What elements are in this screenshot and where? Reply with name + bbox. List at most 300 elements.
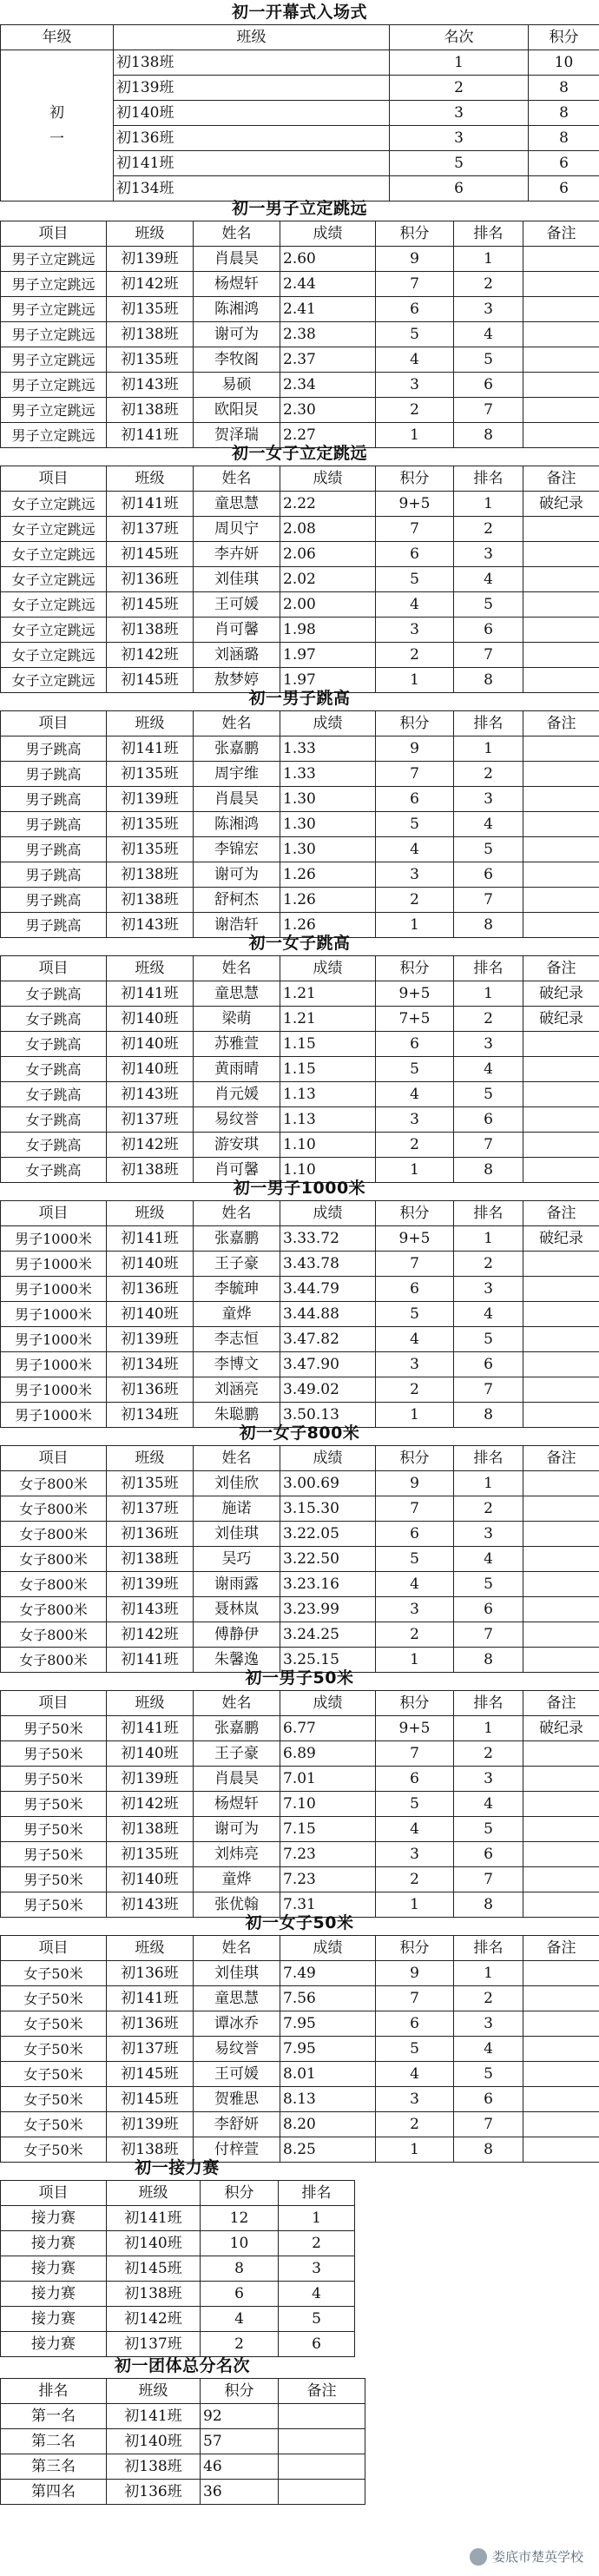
- data-cell: 4: [454, 1792, 523, 1817]
- table-header-row: [1, 1691, 599, 1716]
- data-cell: [279, 2429, 365, 2454]
- data-cell: 8: [454, 423, 523, 448]
- data-cell: 2: [454, 762, 523, 787]
- data-cell: 初139班: [107, 1572, 194, 1597]
- results-table: [0, 1690, 599, 1918]
- data-cell: 李舒妍: [194, 2112, 280, 2137]
- data-cell: 3.15.30: [280, 1496, 376, 1522]
- column-header: 积分: [376, 1691, 454, 1716]
- column-header: 备注: [279, 2379, 365, 2404]
- data-cell: 8.01: [280, 2062, 376, 2087]
- data-cell: 初141班: [107, 1648, 194, 1673]
- wechat-icon: [470, 2548, 487, 2566]
- column-header: 项目: [1, 2181, 107, 2206]
- data-cell: 李志恒: [194, 1327, 280, 1352]
- column-header: 班级: [114, 25, 390, 50]
- data-cell: 男子立定跳远: [1, 272, 107, 297]
- data-cell: [523, 1842, 599, 1867]
- column-header: 班级: [107, 1446, 194, 1471]
- watermark: [464, 2546, 589, 2567]
- table-row: [1, 2454, 365, 2480]
- data-cell: 女子800米: [1, 1471, 107, 1496]
- data-cell: [523, 297, 599, 322]
- event-section: [0, 1666, 599, 1918]
- data-cell: 初138班: [107, 322, 194, 347]
- data-cell: 8: [454, 913, 523, 938]
- table-row: [1, 837, 599, 862]
- data-cell: 1: [376, 1158, 454, 1183]
- data-cell: 女子50米: [1, 2112, 107, 2137]
- table-row: [1, 2480, 365, 2505]
- data-cell: 初135班: [107, 812, 194, 837]
- data-cell: 接力赛: [1, 2332, 107, 2357]
- data-cell: [523, 888, 599, 913]
- data-cell: 舒柯杰: [194, 888, 280, 913]
- data-cell: 初139班: [107, 247, 194, 272]
- table-row: [1, 862, 599, 888]
- data-cell: 刘佳琪: [194, 1522, 280, 1547]
- data-cell: 1.10: [280, 1158, 376, 1183]
- table-row: [1, 1107, 599, 1133]
- column-header: 项目: [1, 711, 107, 736]
- data-cell: 女子立定跳远: [1, 542, 107, 567]
- table-header-row: [1, 25, 599, 50]
- data-cell: 刘炜亮: [194, 1842, 280, 1867]
- data-cell: 男子50米: [1, 1767, 107, 1792]
- data-cell: [279, 2454, 365, 2480]
- data-cell: 1.97: [280, 643, 376, 668]
- data-cell: 初139班: [107, 787, 194, 812]
- column-header: 备注: [523, 956, 599, 981]
- data-cell: 初136班: [107, 1522, 194, 1547]
- data-cell: 接力赛: [1, 2231, 107, 2256]
- data-cell: 男子1000米: [1, 1352, 107, 1377]
- table-header-row: [1, 711, 599, 736]
- data-cell: 6: [376, 1277, 454, 1302]
- data-cell: [523, 812, 599, 837]
- column-header: 积分: [376, 1446, 454, 1471]
- section-title: 初一团体总分名次: [114, 2356, 250, 2375]
- data-cell: 1: [454, 1226, 523, 1252]
- table-row: [1, 1133, 599, 1158]
- data-cell: 2.38: [280, 322, 376, 347]
- results-table: [0, 2180, 355, 2357]
- data-cell: 1.30: [280, 787, 376, 812]
- data-cell: 1: [454, 492, 523, 517]
- data-cell: [523, 787, 599, 812]
- data-cell: 8: [454, 1892, 523, 1918]
- data-cell: 3.23.16: [280, 1572, 376, 1597]
- data-cell: 7: [454, 1622, 523, 1648]
- data-cell: 女子立定跳远: [1, 643, 107, 668]
- column-header: 成绩: [280, 711, 376, 736]
- section-title: 初一接力赛: [135, 2158, 220, 2177]
- data-cell: 5: [376, 1057, 454, 1082]
- data-cell: 4: [376, 592, 454, 618]
- column-header: 年级: [1, 25, 114, 50]
- column-header: 姓名: [194, 1446, 280, 1471]
- data-cell: [523, 347, 599, 373]
- data-cell: 初137班: [107, 2332, 201, 2357]
- table-row: [1, 1352, 599, 1377]
- data-cell: 2: [454, 1741, 523, 1767]
- data-cell: 女子800米: [1, 1622, 107, 1648]
- data-cell: 3.25.15: [280, 1648, 376, 1673]
- data-cell: 3: [454, 787, 523, 812]
- data-cell: 吴巧: [194, 1547, 280, 1572]
- data-cell: 李毓珅: [194, 1277, 280, 1302]
- column-header: 姓名: [194, 1201, 280, 1226]
- data-cell: 6: [376, 2011, 454, 2037]
- table-row: [1, 1986, 599, 2011]
- data-cell: 3.44.88: [280, 1302, 376, 1327]
- data-cell: [523, 1622, 599, 1648]
- data-cell: 10: [201, 2231, 279, 2256]
- data-cell: 8: [454, 1158, 523, 1183]
- column-header: 排名: [454, 956, 523, 981]
- data-cell: 朱馨逸: [194, 1648, 280, 1673]
- data-cell: 3: [279, 2256, 355, 2282]
- column-header: 排名: [454, 1201, 523, 1226]
- data-cell: 初138班: [107, 1817, 194, 1842]
- data-cell: 2: [454, 1252, 523, 1277]
- data-cell: 8.13: [280, 2087, 376, 2112]
- column-header: 班级: [107, 466, 194, 492]
- data-cell: 5: [454, 347, 523, 373]
- data-cell: 6.89: [280, 1741, 376, 1767]
- data-cell: 初136班: [107, 1961, 194, 1986]
- data-cell: 初137班: [107, 517, 194, 542]
- data-cell: 7+5: [376, 1007, 454, 1032]
- data-cell: 男子1000米: [1, 1277, 107, 1302]
- table-row: [1, 1082, 599, 1107]
- section-title: 初一男子1000米: [233, 1179, 366, 1198]
- column-header: 备注: [523, 221, 599, 247]
- data-cell: 4: [454, 812, 523, 837]
- data-cell: 初136班: [107, 2011, 194, 2037]
- data-cell: 1.97: [280, 668, 376, 693]
- data-cell: [523, 592, 599, 618]
- data-cell: 王可媛: [194, 592, 280, 618]
- data-cell: [523, 567, 599, 592]
- data-cell: 5: [390, 151, 529, 176]
- section-title: 初一女子跳高: [248, 934, 351, 953]
- column-header: 积分: [376, 956, 454, 981]
- data-cell: 付梓萱: [194, 2137, 280, 2163]
- data-cell: 初141班: [107, 736, 194, 762]
- data-cell: 女子跳高: [1, 1082, 107, 1107]
- table-row: [1, 297, 599, 322]
- column-header: 项目: [1, 1691, 107, 1716]
- data-cell: 初138班: [107, 862, 194, 888]
- data-cell: [523, 542, 599, 567]
- results-table: [0, 466, 599, 693]
- data-cell: 3.47.82: [280, 1327, 376, 1352]
- results-table: [0, 1935, 599, 2163]
- data-cell: 3: [454, 1277, 523, 1302]
- table-row: [1, 1471, 599, 1496]
- data-cell: 李博文: [194, 1352, 280, 1377]
- data-cell: 9: [376, 1471, 454, 1496]
- data-cell: 36: [201, 2480, 279, 2505]
- table-row: [1, 322, 599, 347]
- data-cell: 7: [454, 1867, 523, 1892]
- data-cell: 男子跳高: [1, 837, 107, 862]
- data-cell: 破纪录: [523, 1226, 599, 1252]
- column-header: 姓名: [194, 1691, 280, 1716]
- data-cell: [523, 1057, 599, 1082]
- data-cell: 初142班: [107, 1133, 194, 1158]
- data-cell: 女子跳高: [1, 1007, 107, 1032]
- section-title: 初一女子立定跳远: [231, 444, 367, 463]
- data-cell: 6: [529, 176, 599, 201]
- data-cell: 李牧阁: [194, 347, 280, 373]
- data-cell: 2.00: [280, 592, 376, 618]
- opening-section: [0, 0, 599, 201]
- data-cell: [523, 1741, 599, 1767]
- data-cell: 8.25: [280, 2137, 376, 2163]
- table-row: [1, 398, 599, 423]
- data-cell: 贺雅思: [194, 2087, 280, 2112]
- column-header: 姓名: [194, 1936, 280, 1961]
- table-row: [1, 50, 599, 76]
- data-cell: 2: [454, 272, 523, 297]
- data-cell: 陈湘鸿: [194, 297, 280, 322]
- table-row: [1, 1716, 599, 1741]
- data-cell: 2: [376, 1867, 454, 1892]
- data-cell: 肖可馨: [194, 618, 280, 643]
- data-cell: 游安琪: [194, 1133, 280, 1158]
- data-cell: 1.13: [280, 1107, 376, 1133]
- data-cell: 男子跳高: [1, 762, 107, 787]
- data-cell: 女子跳高: [1, 981, 107, 1007]
- column-header: 积分: [201, 2181, 279, 2206]
- data-cell: 6: [454, 1597, 523, 1622]
- data-cell: 梁萌: [194, 1007, 280, 1032]
- relay-section: [0, 2156, 354, 2357]
- data-cell: 3: [376, 1597, 454, 1622]
- data-cell: 周贝宁: [194, 517, 280, 542]
- data-cell: 3.44.79: [280, 1277, 376, 1302]
- data-cell: 男子立定跳远: [1, 297, 107, 322]
- data-cell: 破纪录: [523, 981, 599, 1007]
- data-cell: 男子跳高: [1, 736, 107, 762]
- section-title: 初一开幕式入场式: [231, 3, 367, 22]
- data-cell: 初143班: [107, 1892, 194, 1918]
- table-row: [1, 1817, 599, 1842]
- column-header: 项目: [1, 956, 107, 981]
- data-cell: 7.49: [280, 1961, 376, 1986]
- column-header: 排名: [454, 1691, 523, 1716]
- data-cell: 男子50米: [1, 1867, 107, 1892]
- data-cell: 7: [454, 1133, 523, 1158]
- section-title: 初一男子立定跳远: [231, 199, 367, 218]
- data-cell: 2: [376, 1133, 454, 1158]
- data-cell: 3: [376, 1842, 454, 1867]
- data-cell: 初139班: [107, 1327, 194, 1352]
- data-cell: 男子跳高: [1, 913, 107, 938]
- data-cell: 3.23.99: [280, 1597, 376, 1622]
- data-cell: 1: [454, 736, 523, 762]
- data-cell: 女子跳高: [1, 1133, 107, 1158]
- data-cell: 6: [454, 1842, 523, 1867]
- data-cell: 第四名: [1, 2480, 107, 2505]
- table-row: [1, 2112, 599, 2137]
- data-cell: 肖晨昊: [194, 247, 280, 272]
- data-cell: 5: [454, 592, 523, 618]
- data-cell: 贺泽瑞: [194, 423, 280, 448]
- data-cell: 9+5: [376, 492, 454, 517]
- data-cell: 1.33: [280, 762, 376, 787]
- data-cell: 初138班: [107, 618, 194, 643]
- data-cell: 初141班: [107, 492, 194, 517]
- data-cell: 男子50米: [1, 1716, 107, 1741]
- data-cell: 7: [454, 888, 523, 913]
- column-header: 成绩: [280, 1446, 376, 1471]
- data-cell: 6: [376, 297, 454, 322]
- data-cell: 男子1000米: [1, 1252, 107, 1277]
- column-header: 积分: [376, 1936, 454, 1961]
- data-cell: 1: [376, 668, 454, 693]
- data-cell: 5: [376, 1792, 454, 1817]
- data-cell: 男子立定跳远: [1, 398, 107, 423]
- data-cell: 5: [454, 1082, 523, 1107]
- data-cell: 3.00.69: [280, 1471, 376, 1496]
- data-cell: 刘佳琪: [194, 1961, 280, 1986]
- table-row: [1, 762, 599, 787]
- data-cell: 10: [529, 50, 599, 76]
- data-cell: 4: [454, 1057, 523, 1082]
- data-cell: 8: [201, 2256, 279, 2282]
- data-cell: 张嘉鹏: [194, 1226, 280, 1252]
- data-cell: 3.33.72: [280, 1226, 376, 1252]
- data-cell: 敖梦婷: [194, 668, 280, 693]
- data-cell: 初145班: [107, 2087, 194, 2112]
- data-cell: 1: [376, 1892, 454, 1918]
- data-cell: 初141班: [107, 1716, 194, 1741]
- data-cell: [523, 1277, 599, 1302]
- data-cell: [523, 1107, 599, 1133]
- data-cell: 57: [201, 2429, 279, 2454]
- data-cell: 易纹誉: [194, 2037, 280, 2062]
- column-header: 项目: [1, 1201, 107, 1226]
- data-cell: 1.15: [280, 1032, 376, 1057]
- data-cell: 初134班: [107, 1352, 194, 1377]
- data-cell: 初145班: [107, 542, 194, 567]
- data-cell: 女子立定跳远: [1, 618, 107, 643]
- data-cell: 初138班: [107, 398, 194, 423]
- column-header: 积分: [376, 221, 454, 247]
- table-header-row: [1, 956, 599, 981]
- class-cell left: 初136班: [114, 126, 390, 151]
- class-cell left: 初140班: [114, 101, 390, 126]
- column-header: 班级: [107, 1691, 194, 1716]
- data-cell: 5: [279, 2307, 355, 2332]
- table-row: [1, 2062, 599, 2087]
- data-cell: 初141班: [107, 423, 194, 448]
- data-cell: 初142班: [107, 1792, 194, 1817]
- table-row: [1, 567, 599, 592]
- data-cell: 刘涵璐: [194, 643, 280, 668]
- data-cell: 1.21: [280, 981, 376, 1007]
- data-cell: 谢雨露: [194, 1572, 280, 1597]
- results-table: [0, 1445, 599, 1673]
- data-cell: 初140班: [107, 1252, 194, 1277]
- data-cell: 接力赛: [1, 2282, 107, 2307]
- data-cell: 6: [376, 542, 454, 567]
- column-header: 班级: [107, 956, 194, 981]
- data-cell: 9+5: [376, 981, 454, 1007]
- data-cell: 2: [376, 643, 454, 668]
- data-cell: 刘佳琪: [194, 567, 280, 592]
- column-header: 备注: [523, 1201, 599, 1226]
- data-cell: 男子50米: [1, 1792, 107, 1817]
- data-cell: 周宇维: [194, 762, 280, 787]
- data-cell: 初138班: [107, 2282, 201, 2307]
- data-cell: 1: [454, 1961, 523, 1986]
- data-cell: [523, 1961, 599, 1986]
- table-row: [1, 2087, 599, 2112]
- column-header: 排名: [454, 221, 523, 247]
- results-table: [0, 955, 599, 1183]
- data-cell: 聂林岚: [194, 1597, 280, 1622]
- table-header-row: [1, 1446, 599, 1471]
- data-cell: 童思慧: [194, 981, 280, 1007]
- column-header: 班级: [107, 1936, 194, 1961]
- data-cell: 破纪录: [523, 492, 599, 517]
- data-cell: 男子50米: [1, 1892, 107, 1918]
- table-row: [1, 247, 599, 272]
- table-row: [1, 517, 599, 542]
- data-cell: 6: [454, 862, 523, 888]
- table-row: [1, 787, 599, 812]
- data-cell: 5: [454, 1327, 523, 1352]
- data-cell: 4: [454, 1302, 523, 1327]
- data-cell: 1: [454, 1716, 523, 1741]
- data-cell: 陈湘鸿: [194, 812, 280, 837]
- table-row: [1, 1226, 599, 1252]
- data-cell: 傅静伊: [194, 1622, 280, 1648]
- data-cell: 4: [376, 347, 454, 373]
- data-cell: 初142班: [107, 272, 194, 297]
- data-cell: 初140班: [107, 1302, 194, 1327]
- data-cell: 初136班: [107, 1277, 194, 1302]
- table-row: [1, 347, 599, 373]
- column-header: 班级: [107, 221, 194, 247]
- data-cell: 张嘉鹏: [194, 736, 280, 762]
- data-cell: 7.95: [280, 2037, 376, 2062]
- data-cell: 初137班: [107, 1107, 194, 1133]
- data-cell: 王子豪: [194, 1741, 280, 1767]
- data-cell: 1: [279, 2206, 355, 2231]
- data-cell: 第三名: [1, 2454, 107, 2480]
- data-cell: 92: [201, 2404, 279, 2429]
- table-header-row: [1, 1201, 599, 1226]
- column-header: 备注: [523, 1936, 599, 1961]
- data-cell: 3.50.13: [280, 1403, 376, 1428]
- table-row: [1, 2206, 355, 2231]
- results-table: [0, 2378, 365, 2505]
- data-cell: 女子800米: [1, 1597, 107, 1622]
- data-cell: 3.47.90: [280, 1352, 376, 1377]
- data-cell: [523, 2011, 599, 2037]
- data-cell: 2: [201, 2332, 279, 2357]
- data-cell: [523, 1986, 599, 2011]
- event-section: [0, 931, 599, 1183]
- data-cell: 4: [376, 837, 454, 862]
- class-cell left: 初141班: [114, 151, 390, 176]
- table-row: [1, 1032, 599, 1057]
